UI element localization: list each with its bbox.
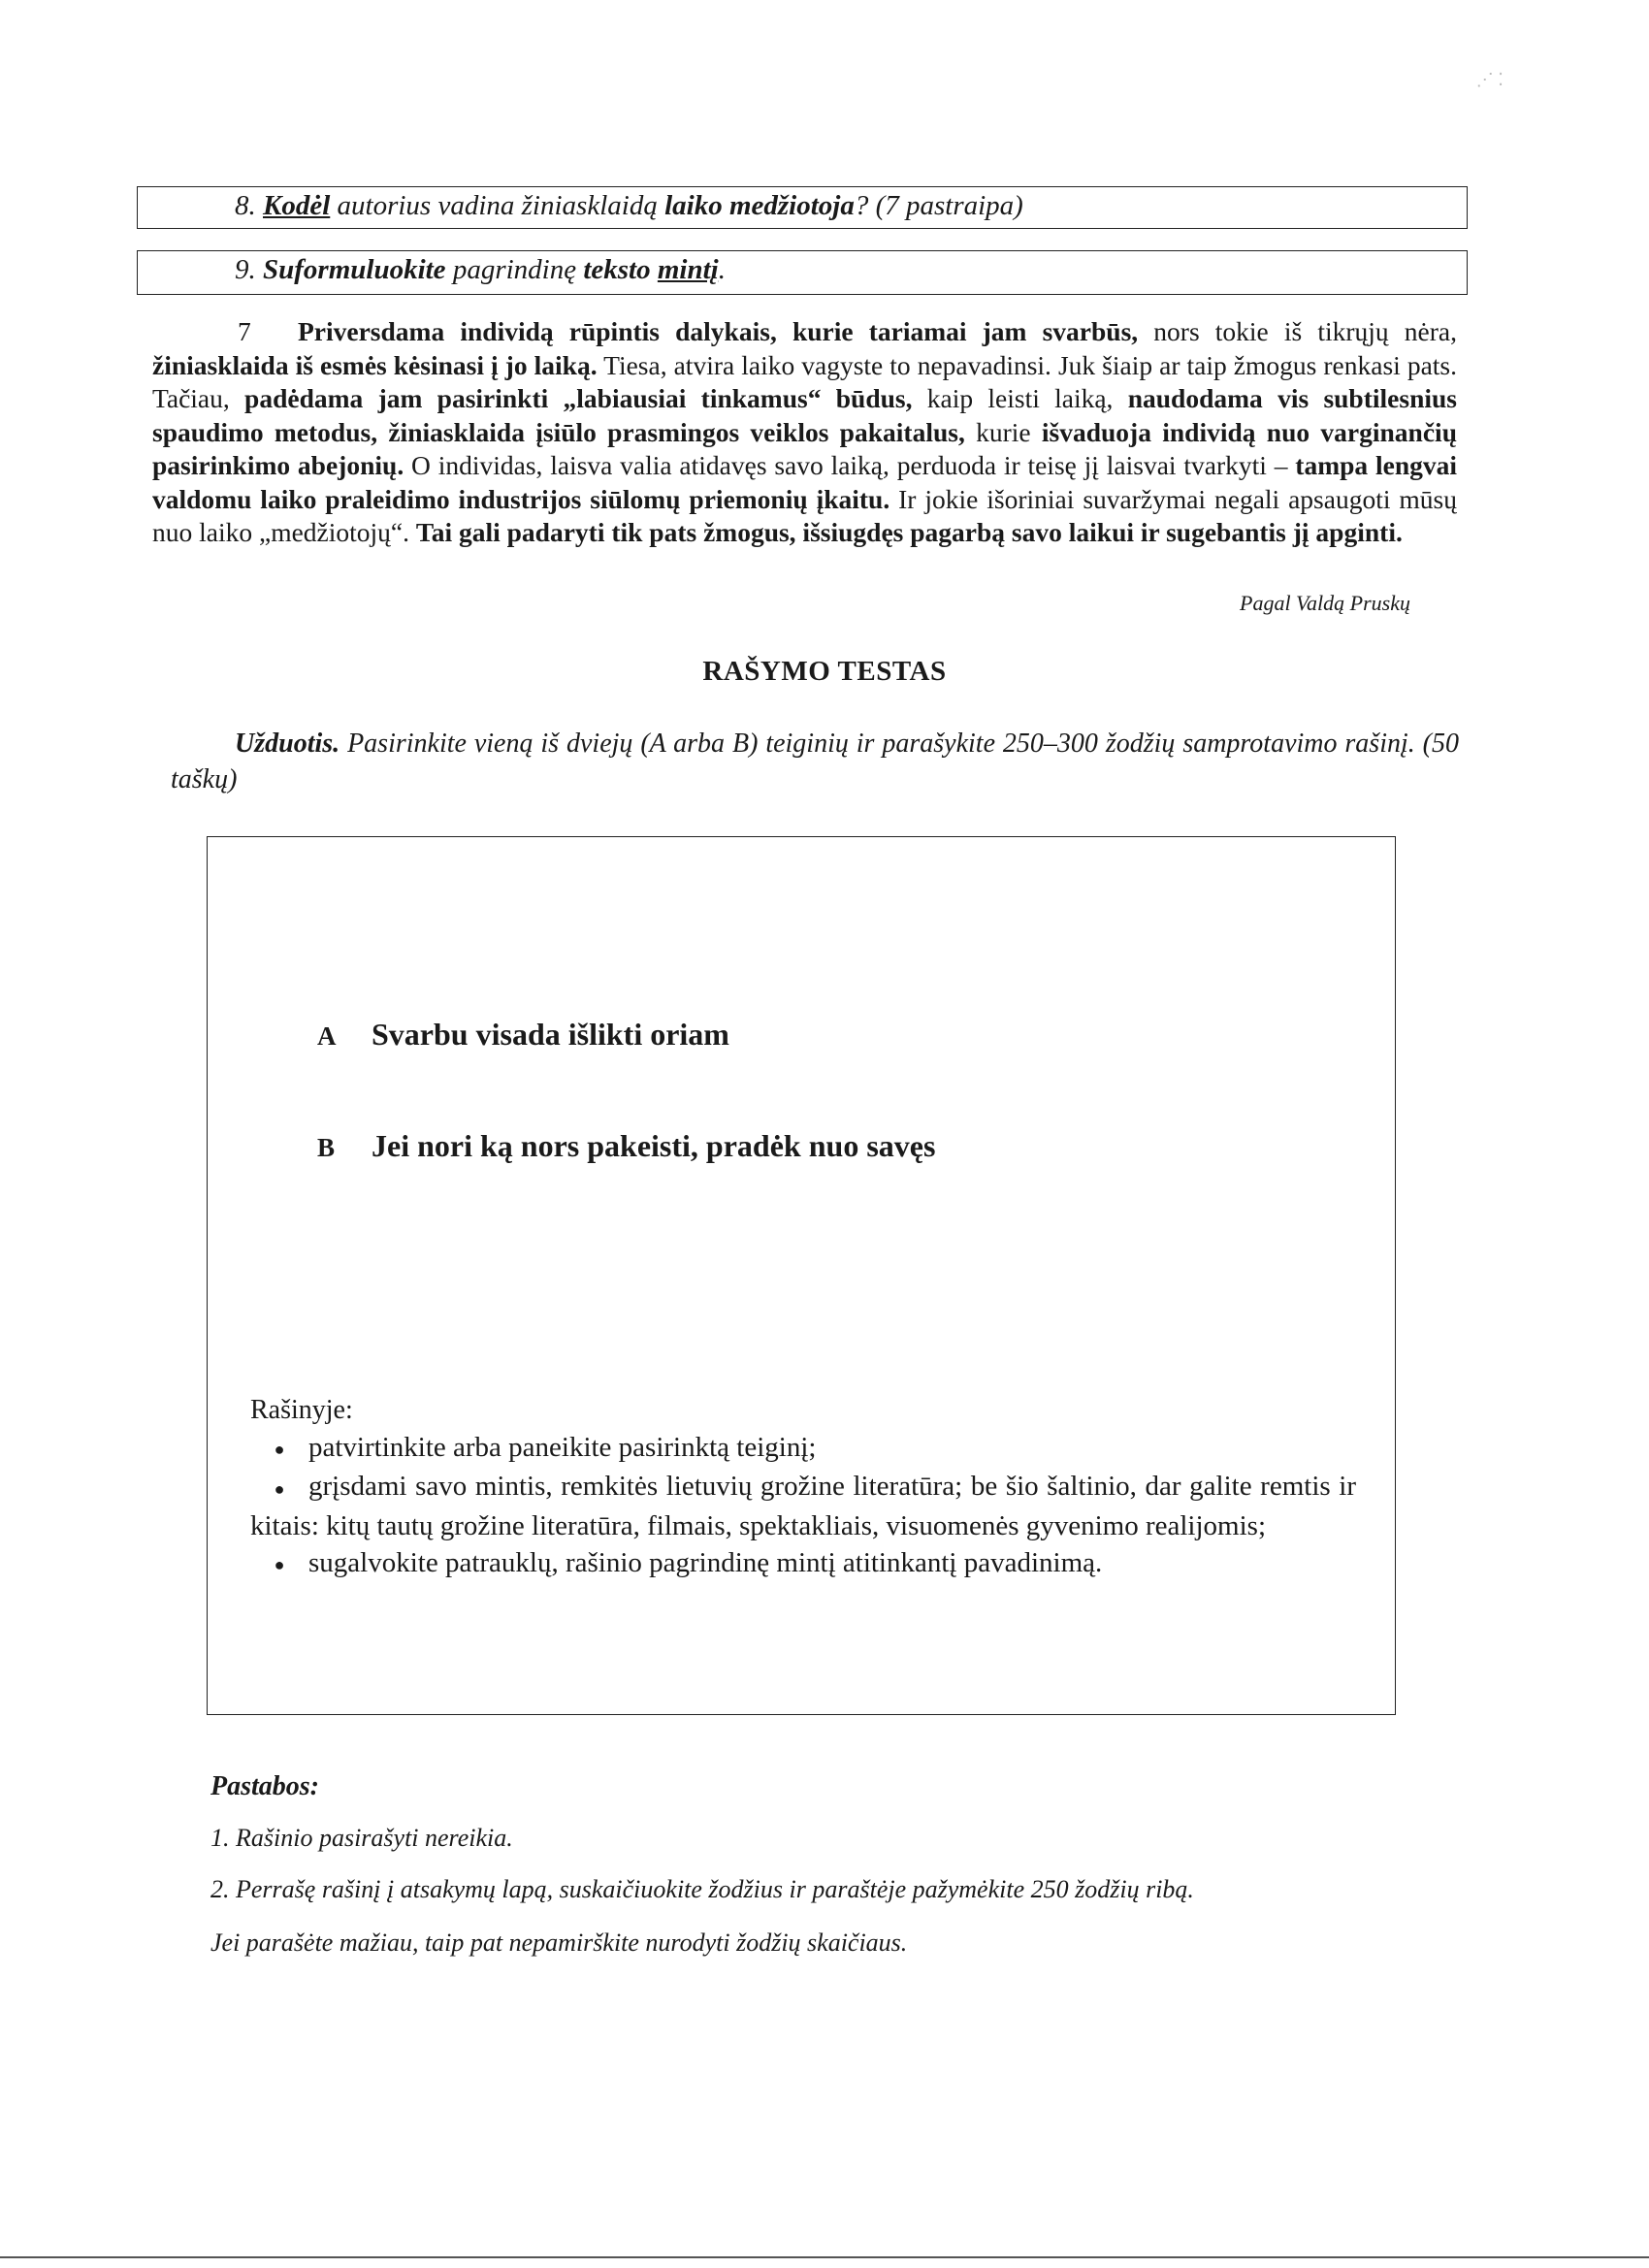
bullet-icon: ● [274, 1440, 285, 1460]
para-s6: kaip leisti laiką, [912, 383, 1128, 413]
question-9-bold2: teksto [583, 254, 651, 285]
notes-title: Pastabos: [210, 1771, 319, 1801]
option-a [317, 1017, 729, 1053]
section-heading: RAŠYMO TESTAS [702, 656, 947, 687]
question-9-mid: pagrindinę [445, 254, 584, 285]
instruction-text: patvirtinkite arba paneikite pasirinktą teiginį; [308, 1432, 817, 1463]
question-9-number: 9. [235, 254, 256, 285]
para-s12: Ir jokie išoriniai suvaržymai negali apsaugoti mūsų nuo laiko „medžiotojų“. [152, 483, 1457, 547]
para-s13: Tai gali padaryti tik pats žmogus, išsiugdęs pagarbą savo laikui ir sugebantis jį apginti. [415, 517, 1403, 547]
question-8-number: 8. [235, 190, 256, 221]
note-2: 2. Perrašę rašinį į atsakymų lapą, suskaičiuokite žodžius ir paraštėje pažymėkite 250 žodžių ribą. [210, 1875, 1194, 1903]
instruction-text: sugalvokite patrauklų, rašinio pagrindinę mintį atitinkantį pavadinimą. [308, 1546, 1103, 1578]
para-s8: kurie [964, 416, 1042, 447]
question-8-tail: ? (7 pastraipa) [854, 190, 1023, 221]
bullet-icon: ● [274, 1478, 285, 1499]
note-3: Jei parašėte mažiau, taip pat nepamirškite nurodyti žodžių skaičiaus. [210, 1928, 908, 1957]
option-b-text: Jei nori ką nors pakeisti, pradėk nuo savęs [372, 1128, 936, 1163]
source-attribution: Pagal Valdą Pruskų [1240, 591, 1410, 615]
option-b [317, 1128, 935, 1164]
option-a-text: Svarbu visada išlikti oriam [372, 1017, 729, 1052]
scan-bottom-edge [0, 2256, 1649, 2258]
note-1: 1. Rašinio pasirašyti nereikia. [210, 1824, 513, 1852]
instruction-item [250, 1544, 1356, 1583]
para-s3: žiniasklaida iš esmės kėsinasi į jo laiką. [152, 349, 598, 380]
scan-specks: ⋰ ⁚ [1475, 70, 1504, 89]
question-9-minti: mintį [657, 254, 719, 285]
instructions-title: Rašinyje: [250, 1395, 353, 1425]
question-8-mid: autorius vadina žiniasklaidą [330, 190, 665, 221]
instruction-item [250, 1429, 1356, 1468]
para-s4: Tiesa, atvira laiko vagyste to nepavadinsi. Juk šiaip ar taip žmogus renkasi pats. Tačiau, [152, 349, 1457, 413]
bullet-icon: ● [274, 1555, 285, 1575]
question-9-tail: . [718, 254, 726, 285]
instruction-item [250, 1468, 1356, 1543]
task-text: Pasirinkite vieną iš dviejų (A arba B) teiginių ir parašykite 250–300 žodžių samprotavimo rašinį. (50 taškų) [171, 729, 1459, 794]
paragraph-number: 7 [238, 316, 251, 346]
para-s1: Priversdama individą rūpintis dalykais, kurie tariamai jam svarbūs, [298, 316, 1139, 346]
question-8-kodel: Kodėl [263, 190, 331, 221]
instruction-text: grįsdami savo mintis, remkitės lietuvių grožine literatūra; be šio šaltinio, dar galite remtis ir kitais: kitų tautų grožine literatūra, filmais, spektakliais, visuomenės gyvenimo realijomis; [250, 1471, 1356, 1541]
para-s7: naudodama vis subtilesnius spaudimo metodus, žiniasklaida įsiūlo prasmingos veiklos pakaitalus, [152, 383, 1458, 447]
paragraph-7 [152, 315, 1457, 550]
question-8-box [137, 186, 1468, 229]
question-8-bold: laiko medžiotoja [664, 190, 855, 221]
option-b-letter: B [317, 1133, 336, 1162]
instructions-list [250, 1429, 1356, 1583]
task-label: Užduotis. [235, 729, 340, 759]
question-9-bold1: Suformuluokite [263, 254, 446, 285]
para-s5: padėdama jam pasirinkti „labiausiai tinkamus“ būdus, [244, 383, 913, 413]
essay-topics-frame [207, 836, 1396, 1715]
para-s9: išvaduoja individą nuo varginančių pasirinkimo abejonių. [152, 416, 1457, 480]
para-s10: O individas, laisva valia atidavęs savo laiką, perduoda ir teisę jį laisvai tvarkyti – [404, 450, 1296, 480]
question-9-box [137, 250, 1468, 295]
para-s2: nors tokie iš tikrųjų nėra, [1138, 316, 1457, 346]
para-s11: tampa lengvai valdomu laiko praleidimo industrijos siūlomų priemonių įkaitu. [152, 450, 1458, 514]
option-a-letter: A [317, 1021, 337, 1051]
task-description [171, 726, 1459, 797]
